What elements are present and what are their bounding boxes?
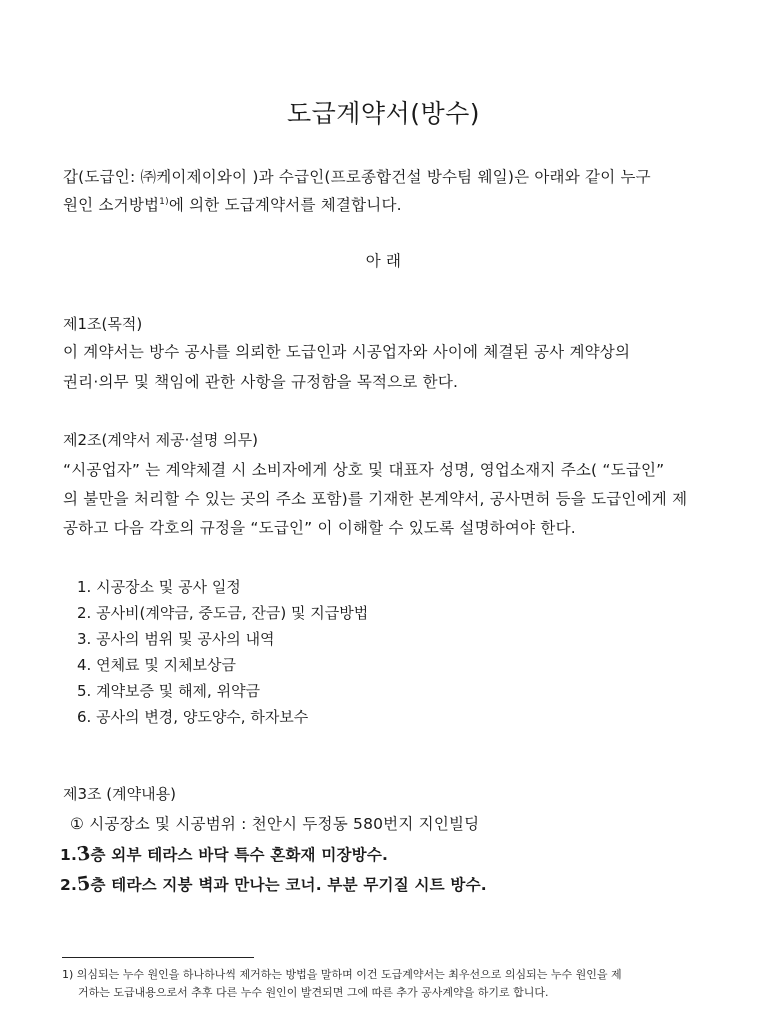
intro-line-2-start: 원인 소거방법 <box>63 196 160 214</box>
footnote-line-2: 거하는 도급내용으로서 추후 다른 누수 원인이 발견되면 그에 따른 추가 공사계약을 하기로 합니다. <box>78 986 549 999</box>
article-3-item-2 <box>60 873 487 895</box>
footnote-line-1: 1) 의심되는 누수 원인을 하나하나씩 제거하는 방법을 말하며 이건 도급계약서는 최우선으로 의심되는 누수 원인을 제 <box>62 968 622 981</box>
article-1-line-2: 권리·의무 및 책임에 관한 사항을 규정함을 목적으로 한다. <box>63 373 459 391</box>
intro-line-2-end: 에 의한 도급계약서를 체결합니다. <box>168 196 402 214</box>
article-3-location: ① 시공장소 및 시공범위 : 천안시 두정동 580번지 지인빌딩 <box>70 815 480 833</box>
list-item: 2. 공사비(계약금, 중도금, 잔금) 및 지급방법 <box>77 604 369 622</box>
article-1-line-1: 이 계약서는 방수 공사를 의뢰한 도급인과 시공업자와 사이에 체결된 공사 계약상의 <box>63 343 631 361</box>
item-text: 층 테라스 지붕 벽과 만나는 코너. 부분 무기질 시트 방수. <box>90 876 487 894</box>
intro-line-2 <box>63 193 402 215</box>
item-text: 층 외부 테라스 바닥 특수 혼화재 미장방수. <box>90 846 389 864</box>
article-2-heading: 제2조(계약서 제공·설명 의무) <box>63 431 258 449</box>
footnote-marker: 1) <box>159 196 169 207</box>
list-item: 3. 공사의 범위 및 공사의 내역 <box>77 630 275 648</box>
footnote-divider <box>62 957 254 958</box>
document-title: 도급계약서(방수) <box>286 99 481 128</box>
intro-line-1: 갑(도급인: ㈜케이제이와이 )과 수급인(프로종합건설 방수팀 웨일)은 아래와 같이 누구 <box>63 168 651 186</box>
article-2-line-3: 공하고 다음 각호의 규정을 “도급인” 이 이해할 수 있도록 설명하여야 한다. <box>63 519 576 537</box>
article-2-line-1: “시공업자” 는 계약체결 시 소비자에게 상호 및 대표자 성명, 영업소재지 주소( “도급인” <box>63 461 665 479</box>
list-item: 5. 계약보증 및 해제, 위약금 <box>77 682 261 700</box>
article-3-item-1 <box>60 843 388 865</box>
list-item: 6. 공사의 변경, 양도양수, 하자보수 <box>77 708 309 726</box>
below-label: 아 래 <box>365 252 402 270</box>
article-1-heading: 제1조(목적) <box>63 315 143 333</box>
list-item: 1. 시공장소 및 공사 일정 <box>77 578 241 596</box>
article-3-heading: 제3조 (계약내용) <box>63 785 176 803</box>
handwritten-floor-number: 5 <box>75 872 92 896</box>
list-item: 4. 연체료 및 지체보상금 <box>77 656 237 674</box>
article-2-line-2: 의 불만을 처리할 수 있는 곳의 주소 포함)를 기재한 본계약서, 공사면허 등을 도급인에게 제 <box>63 490 688 508</box>
item-number: 1. <box>60 846 78 864</box>
handwritten-floor-number: 3 <box>75 842 92 866</box>
item-number: 2. <box>60 876 78 894</box>
